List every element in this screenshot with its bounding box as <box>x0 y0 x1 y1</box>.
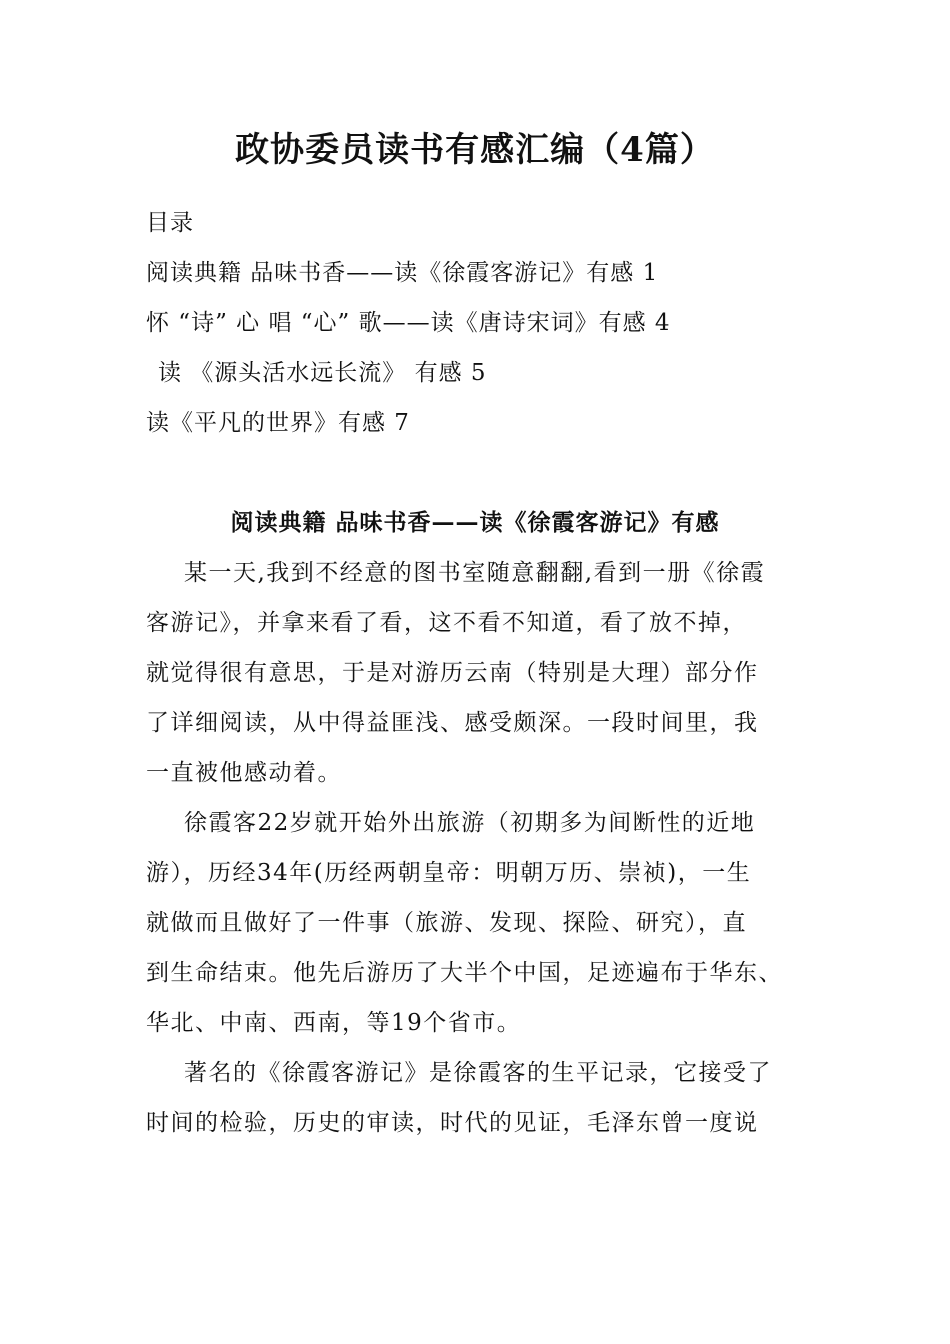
paragraph-line: 某一天,我到不经意的图书室随意翻翻,看到一册《徐霞 <box>184 560 766 586</box>
toc-item: 读 《源头活水远长流》 有感 5 <box>158 360 487 386</box>
paragraph-line: 徐霞客22岁就开始外出旅游（初期多为间断性的近地 <box>184 810 756 836</box>
paragraph-line: 华北、中南、西南，等19个省市。 <box>146 1010 522 1036</box>
toc-heading: 目录 <box>146 210 194 236</box>
paragraph-line: 了详细阅读，从中得益匪浅、感受颇深。一段时间里，我 <box>146 710 759 736</box>
toc-item: 读《平凡的世界》有感 7 <box>146 410 410 436</box>
document-title: 政协委员读书有感汇编（4篇） <box>235 130 715 170</box>
paragraph-line: 一直被他感动着。 <box>146 760 342 786</box>
paragraph-line: 到生命结束。他先后游历了大半个中国，足迹遍布于华东、 <box>146 960 783 986</box>
paragraph-line: 游），历经34年(历经两朝皇帝：明朝万历、崇祯)，一生 <box>146 860 752 886</box>
toc-item: 怀 “诗” 心 唱 “心” 歌——读《唐诗宋词》有感 4 <box>146 310 671 336</box>
paragraph-line: 就做而且做好了一件事（旅游、发现、探险、研究），直 <box>146 910 747 936</box>
section-title: 阅读典籍 品味书香——读《徐霞客游记》有感 <box>230 509 720 536</box>
paragraph-line: 著名的《徐霞客游记》是徐霞客的生平记录，它接受了 <box>184 1060 772 1086</box>
paragraph-line: 就觉得很有意思，于是对游历云南（特别是大理）部分作 <box>146 660 759 686</box>
paragraph-line: 时间的检验，历史的审读，时代的见证，毛泽东曾一度说 <box>146 1110 759 1136</box>
paragraph-line: 客游记》，并拿来看了看，这不看不知道，看了放不掉， <box>146 610 747 636</box>
toc-item: 阅读典籍 品味书香——读《徐霞客游记》有感 1 <box>146 260 659 286</box>
